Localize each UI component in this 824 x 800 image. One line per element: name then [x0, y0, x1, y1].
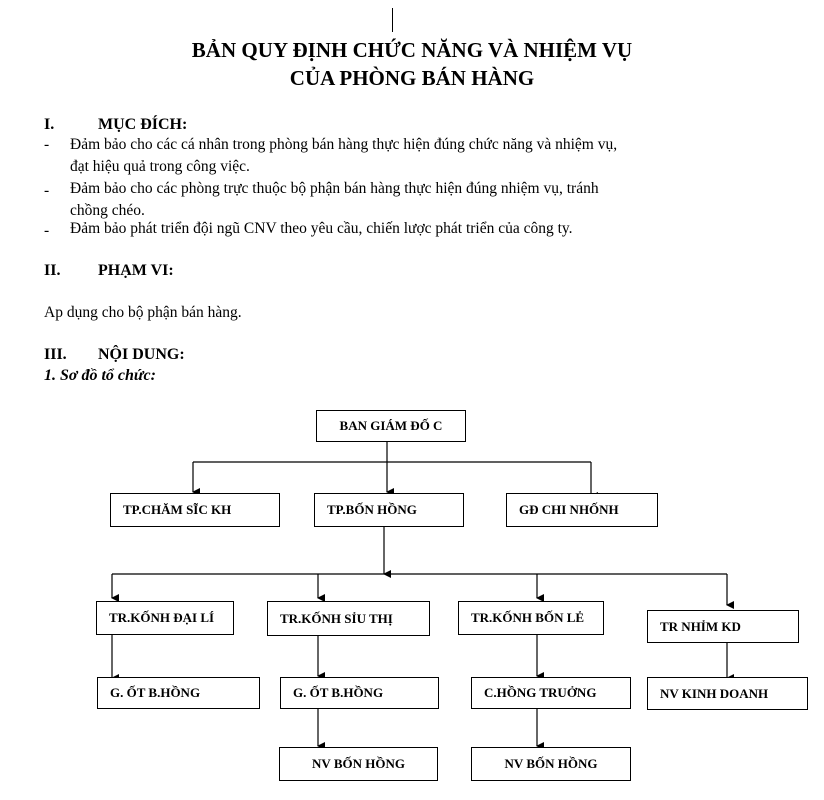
org-box-nv-ban-hang-1: NV BỐN HỒNG	[279, 747, 438, 781]
purpose-bullet-3-line-1: Đảm bảo phát triển đội ngũ CNV theo yêu cầu, chiến lược phát triển của công ty.	[70, 220, 573, 237]
section-2-number: II.	[44, 262, 61, 279]
section-1-number: I.	[44, 116, 55, 133]
org-box-cua-hang-truong: C.HỒNG TRUỞNG	[471, 677, 631, 709]
section-3-number: III.	[44, 346, 67, 363]
purpose-bullet-2-line-1: Đảm bảo cho các phòng trực thuộc bộ phận bán hàng thực hiện đúng nhiệm vụ, tránh	[70, 180, 599, 197]
org-box-tp-cham-soc-kh: TP.CHĂM SĨC KH	[110, 493, 280, 527]
bullet-dash: -	[44, 222, 50, 239]
purpose-bullet-1-line-1: Đảm bảo cho các cá nhân trong phòng bán hàng thực hiện đúng chức năng và nhiệm vụ,	[70, 136, 618, 153]
org-box-giam-sat-ban-hang-1: G. ỐT B.HỒNG	[97, 677, 260, 709]
org-box-tr-kenh-dai-li: TR.KỐNH ĐẠI LÍ	[96, 601, 234, 635]
section-2-heading: PHẠM VI:	[98, 262, 174, 279]
purpose-bullet-1-line-2: đạt hiệu quả trong công việc.	[70, 158, 250, 175]
section-3-heading: NỘI DUNG:	[98, 346, 185, 363]
org-box-gd-chi-nhanh: GĐ CHI NHỐNH	[506, 493, 658, 527]
org-box-tr-kenh-sieu-thi: TR.KỐNH SỈU THỊ	[267, 601, 430, 636]
bullet-dash: -	[44, 182, 50, 199]
org-box-tp-ban-hang: TP.BỐN HỒNG	[314, 493, 464, 527]
section-1-heading: MỤC ĐÍCH:	[98, 116, 188, 133]
bullet-dash: -	[44, 136, 50, 153]
org-box-nv-kinh-doanh: NV KINH DOANH	[647, 677, 808, 710]
org-box-nv-ban-hang-2: NV BỐN HỒNG	[471, 747, 631, 781]
document-title-line-2: CỦA PHÒNG BÁN HÀNG	[289, 66, 535, 90]
org-box-giam-sat-ban-hang-2: G. ỐT B.HỒNG	[280, 677, 439, 709]
org-box-ban-giam-doc: BAN GIÁM ĐỐ C	[316, 410, 466, 442]
document-title-line-1: BẢN QUY ĐỊNH CHỨC NĂNG VÀ NHIỆM VỤ	[191, 38, 633, 62]
org-chart-subheading: 1. Sơ đồ tổ chức:	[44, 367, 156, 384]
org-box-tr-kenh-ban-le: TR.KỐNH BỐN LẺ	[458, 601, 604, 635]
purpose-bullet-2-line-2: chồng chéo.	[70, 202, 145, 219]
scope-text: Ap dụng cho bộ phận bán hàng.	[44, 304, 242, 321]
org-box-tr-nhom-kd: TR NHỈM KD	[647, 610, 799, 643]
